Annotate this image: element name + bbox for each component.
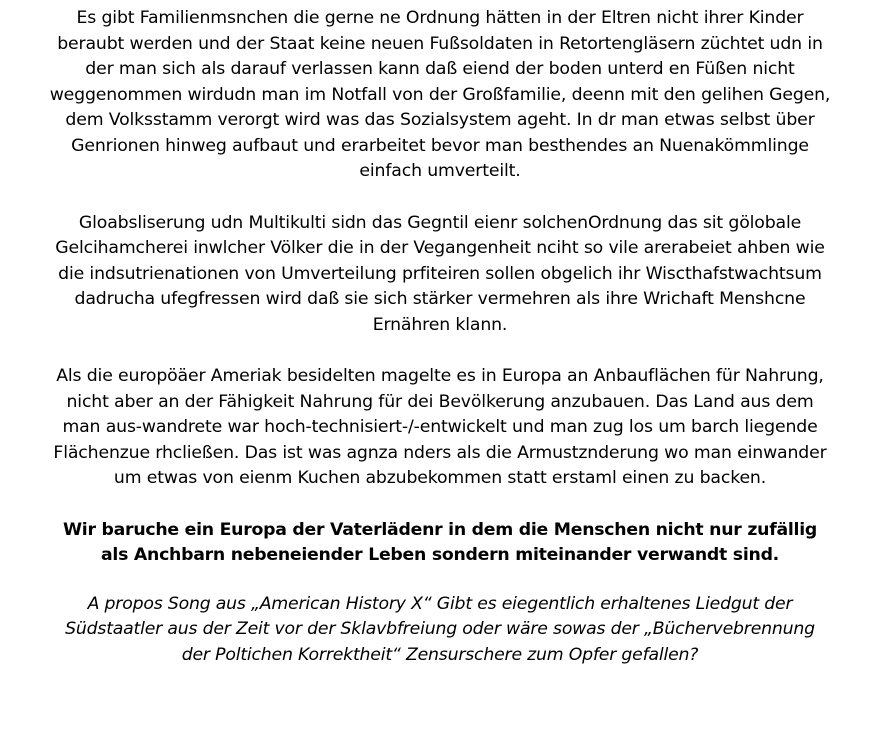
text-line: beraubt werden und der Staat keine neuen Fußsoldaten in Retortengläsern züchtet udn in (57, 33, 823, 54)
text-line: der man sich als darauf verlassen kann daß eiend der boden unterd en Füßen nicht (85, 59, 795, 79)
text-line: man aus-wandrete war hoch-technisiert-/-entwickelt und man zug los um barch liegende (62, 417, 818, 437)
paragraph-familienmenschen (0, 6, 880, 185)
text-line: um etwas von eienm Kuchen abzubekommen statt erstaml einen zu backen. (113, 468, 767, 488)
text-line: A propos Song aus „American History X“ Gibt es eiegentlich erhaltenes Liedgut der (87, 593, 793, 614)
text-line: weggenommen wirdudn man im Notfall von der Großfamilie, deenn mit den gelihen Gegen, (49, 84, 831, 105)
text-line: einfach umverteilt. (359, 161, 521, 181)
text-line: der Poltichen Korrektheit“ Zensurschere zum Opfer gefallen? (181, 644, 699, 665)
text-line: als Anchbarn nebeneiender Leben sondern miteinander verwandt sind. (101, 545, 779, 565)
text-line: dem Volksstamm verorgt wird was das Sozialsystem ageht. In dr man etwas selbst über (65, 110, 815, 130)
text-line: Genrionen hinweg aufbaut und erarbeitet bevor man besthendes an Nuenakömmlinge (71, 135, 809, 156)
paragraph-amerika (0, 364, 880, 492)
paragraph-spacer (0, 569, 880, 592)
document-page (0, 6, 880, 668)
text-line: Südstaatler aus der Zeit vor der Sklavbfreiung oder wäre sowas der „Büchervebrennung (65, 619, 815, 639)
text-line: Als die europöäer Ameriak besidelten magelte es in Europa an Anbauflächen für Nahrung, (56, 366, 824, 386)
text-line: Flächenzue rhcließen. Das ist was agnza nders als die Armustznderung wo man einwander (53, 442, 827, 463)
text-line: Gelcihamcherei inwlcher Völker die in der Vegangenheit nciht so vile arerabeiet ahben wie (55, 238, 825, 258)
text-line: nicht aber an der Fähigkeit Nahrung für dei Bevölkerung anzubauen. Das Land aus dem (66, 391, 814, 412)
paragraph-spacer (0, 185, 880, 211)
text-line: die indsutrienationen von Umverteilung prfiteiren sollen obgelich ihr Wiscthafstwachtsum (58, 263, 822, 284)
text-line: dadrucha ufegfressen wird daß sie sich stärker vermehren als ihre Wrichaft Menshcne (74, 289, 806, 309)
text-line: Ernähren klann. (372, 314, 508, 335)
text-line: Gloabsliserung udn Multikulti sidn das Gegntil eienr solchenOrdnung das sit gölobale (78, 212, 802, 233)
paragraph-italic-question (0, 592, 880, 669)
paragraph-bold-statement (0, 518, 880, 569)
paragraph-globalisierung (0, 211, 880, 339)
paragraph-spacer (0, 492, 880, 518)
text-line: Wir baruche ein Europa der Vaterlädenr in dem die Menschen nicht nur zufällig (62, 519, 818, 540)
text-line: Es gibt Familienmsnchen die gerne ne Ordnung hätten in der Eltren nicht ihrer Kinder (76, 8, 804, 28)
paragraph-spacer (0, 338, 880, 364)
